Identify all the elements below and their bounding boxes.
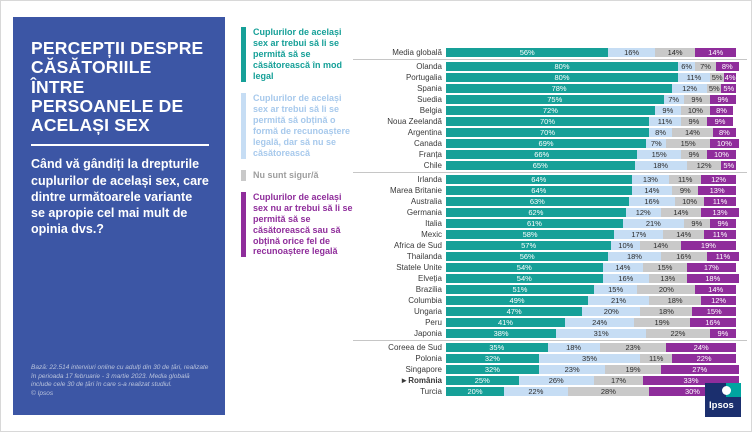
country-label: Elveția	[417, 274, 442, 283]
country-label: Turcia	[420, 387, 442, 396]
bar-segment-recognition: 12%	[626, 208, 661, 217]
bar-segment-marry: 64%	[446, 175, 632, 184]
bar-segment-against: 9%	[710, 329, 736, 338]
bar-segment-against: 12%	[701, 175, 736, 184]
stacked-bar-chart	[353, 47, 747, 397]
bar-segment-recognition: 10%	[611, 241, 640, 250]
bar-segment-notsure: 18%	[640, 307, 692, 316]
legend-label-notsure: Nu sunt sigur/ă	[253, 169, 319, 180]
chart-row	[353, 240, 747, 251]
bar-segment-against: 9%	[710, 219, 736, 228]
legend-swatch-notsure	[241, 170, 246, 181]
chart-row	[353, 375, 747, 386]
bar-segment-against: 24%	[666, 343, 736, 352]
bar-segment-marry: 69%	[446, 139, 646, 148]
bar-segment-recognition: 31%	[556, 329, 646, 338]
country-label: Australia	[410, 197, 442, 206]
bar-segment-marry: 78%	[446, 84, 672, 93]
bar-segment-against: 8%	[713, 128, 736, 137]
bar-segment-against: 17%	[687, 263, 736, 272]
bar-segment-marry: 47%	[446, 307, 582, 316]
bar-segment-recognition: 8%	[649, 128, 672, 137]
bar-segment-recognition: 11%	[649, 117, 681, 126]
country-label: Irlanda	[417, 175, 442, 184]
bar-segment-notsure: 15%	[643, 263, 687, 272]
bar-segment-against: 14%	[695, 48, 736, 57]
bar-segment-notsure: 10%	[681, 106, 710, 115]
bar-stack	[446, 150, 736, 159]
bar-stack	[446, 376, 739, 385]
bar-segment-recognition: 14%	[632, 186, 673, 195]
group-separator	[353, 172, 747, 173]
legend-swatch-against	[241, 192, 246, 258]
country-label: Mexic	[421, 230, 442, 239]
bar-segment-marry: 56%	[446, 48, 608, 57]
ipsos-logo-text: Ipsos	[709, 400, 734, 411]
footnote-base: Bază: 22.514 interviuri online cu adulți din 30 de țări, realizate în perioada 17 februarie - 3 martie 2023. Media globală include cele 30 de țări în care s-a realizat studiul.	[31, 363, 209, 389]
bar-segment-notsure: 15%	[666, 139, 710, 148]
country-label: Belgia	[419, 106, 442, 115]
country-label: Coreea de Sud	[388, 343, 442, 352]
bar-segment-marry: 25%	[446, 376, 519, 385]
bar-stack	[446, 387, 736, 396]
group-separator	[353, 59, 747, 60]
chart-row	[353, 94, 747, 105]
chart-row	[353, 185, 747, 196]
bar-segment-against: 27%	[661, 365, 739, 374]
bar-stack	[446, 197, 736, 206]
bar-segment-recognition: 16%	[603, 274, 649, 283]
bar-segment-against: 33%	[643, 376, 739, 385]
bar-segment-recognition: 12%	[672, 84, 707, 93]
bar-stack	[446, 128, 736, 137]
country-label: Portugalia	[405, 73, 442, 82]
bar-stack	[446, 365, 739, 374]
group-separator	[353, 340, 747, 341]
bar-segment-marry: 62%	[446, 208, 626, 217]
bar-segment-recognition: 15%	[637, 150, 681, 159]
bar-segment-recognition: 16%	[629, 197, 675, 206]
bar-stack	[446, 62, 739, 71]
bar-segment-notsure: 5%	[711, 73, 723, 82]
country-label: ►România	[400, 376, 442, 385]
chart-row	[353, 127, 747, 138]
legend-swatch-marry	[241, 27, 246, 82]
bar-stack	[446, 175, 736, 184]
bar-segment-marry: 70%	[446, 128, 649, 137]
bar-segment-against: 12%	[701, 296, 736, 305]
bar-segment-notsure: 28%	[568, 387, 649, 396]
ipsos-logo	[705, 383, 741, 417]
country-label: Noua Zeelandă	[387, 117, 442, 126]
bar-segment-notsure: 18%	[649, 296, 701, 305]
bar-stack	[446, 219, 736, 228]
chart-row	[353, 83, 747, 94]
country-label: Chile	[423, 161, 442, 170]
bar-segment-marry: 49%	[446, 296, 588, 305]
bar-segment-recognition: 35%	[539, 354, 641, 363]
country-label: Singapore	[405, 365, 442, 374]
bar-stack	[446, 318, 736, 327]
legend-item-recognition	[241, 93, 355, 159]
bar-segment-against: 18%	[687, 274, 739, 283]
legend	[241, 27, 355, 268]
bar-segment-notsure: 16%	[661, 252, 707, 261]
bar-segment-notsure: 17%	[594, 376, 643, 385]
bar-segment-notsure: 14%	[661, 208, 702, 217]
bar-segment-against: 9%	[707, 117, 733, 126]
bar-segment-recognition: 7%	[646, 139, 666, 148]
bar-stack	[446, 161, 736, 170]
legend-label-recognition: Cuplurilor de același sex ar trebui să li se permită să obțină o formă de recunoaștere legală, dar să nu se căsătorească	[253, 92, 351, 158]
bar-stack	[446, 48, 736, 57]
bar-segment-recognition: 13%	[632, 175, 670, 184]
bar-segment-marry: 72%	[446, 106, 655, 115]
chart-row	[353, 61, 747, 72]
bar-segment-notsure: 7%	[695, 62, 715, 71]
country-label: Marea Britanie	[389, 186, 442, 195]
footnote-copyright: © Ipsos	[31, 390, 54, 398]
country-label: Statele Unite	[396, 263, 442, 272]
bar-stack	[446, 208, 739, 217]
bar-segment-against: 13%	[701, 208, 739, 217]
bar-stack	[446, 117, 733, 126]
bar-segment-recognition: 11%	[678, 73, 710, 82]
bar-segment-against: 30%	[649, 387, 736, 396]
country-label: Spania	[417, 84, 442, 93]
chart-row	[353, 229, 747, 240]
bar-segment-marry: 54%	[446, 263, 603, 272]
title-divider	[31, 144, 209, 146]
bar-segment-marry: 58%	[446, 230, 614, 239]
bar-stack	[446, 84, 736, 93]
bar-segment-recognition: 7%	[664, 95, 684, 104]
bar-segment-recognition: 9%	[655, 106, 681, 115]
chart-row	[353, 262, 747, 273]
chart-row	[353, 317, 747, 328]
bar-segment-against: 4%	[724, 73, 736, 82]
chart-row	[353, 174, 747, 185]
bar-segment-recognition: 22%	[504, 387, 568, 396]
bar-segment-notsure: 5%	[708, 84, 720, 93]
bar-segment-against: 5%	[723, 161, 735, 170]
bar-segment-against: 11%	[704, 230, 736, 239]
bar-segment-against: 14%	[695, 285, 736, 294]
bar-segment-notsure: 23%	[600, 343, 667, 352]
legend-item-notsure	[241, 170, 355, 181]
bar-segment-marry: 75%	[446, 95, 664, 104]
bar-segment-recognition: 23%	[539, 365, 606, 374]
bar-segment-marry: 61%	[446, 219, 623, 228]
bar-segment-marry: 32%	[446, 354, 539, 363]
chart-row	[353, 207, 747, 218]
chart-row	[353, 138, 747, 149]
bar-segment-marry: 66%	[446, 150, 637, 159]
chart-row	[353, 116, 747, 127]
country-label: Peru	[425, 318, 442, 327]
bar-stack	[446, 329, 736, 338]
chart-row	[353, 218, 747, 229]
chart-row	[353, 196, 747, 207]
bar-segment-marry: 20%	[446, 387, 504, 396]
chart-row	[353, 105, 747, 116]
bar-segment-recognition: 16%	[608, 48, 654, 57]
bar-segment-against: 10%	[710, 139, 739, 148]
chart-row	[353, 160, 747, 171]
bar-stack	[446, 252, 739, 261]
footnote	[31, 364, 211, 399]
bar-segment-against: 8%	[716, 62, 739, 71]
chart-row	[353, 284, 747, 295]
bar-stack	[446, 307, 736, 316]
bar-segment-notsure: 13%	[649, 274, 687, 283]
chart-row	[353, 328, 747, 339]
bar-segment-notsure: 11%	[640, 354, 672, 363]
bar-segment-recognition: 18%	[635, 161, 687, 170]
chart-row	[353, 47, 747, 58]
bar-segment-against: 22%	[672, 354, 736, 363]
bar-segment-recognition: 21%	[588, 296, 649, 305]
bar-stack	[446, 186, 736, 195]
bar-segment-marry: 56%	[446, 252, 608, 261]
chart-row	[353, 353, 747, 364]
chart-row	[353, 273, 747, 284]
title-panel	[13, 17, 225, 415]
bar-segment-marry: 70%	[446, 117, 649, 126]
bar-segment-notsure: 9%	[672, 186, 698, 195]
bar-segment-recognition: 21%	[623, 219, 684, 228]
country-label: Argentina	[407, 128, 442, 137]
country-label: Brazilia	[415, 285, 442, 294]
bar-segment-recognition: 18%	[548, 343, 600, 352]
bar-segment-notsure: 19%	[605, 365, 660, 374]
chart-row	[353, 251, 747, 262]
legend-item-marry	[241, 27, 355, 82]
country-label: Africa de Sud	[393, 241, 442, 250]
bar-segment-marry: 57%	[446, 241, 611, 250]
ipsos-logo-circle-icon	[722, 386, 731, 395]
bar-stack	[446, 139, 739, 148]
bar-segment-against: 19%	[681, 241, 736, 250]
bar-segment-notsure: 9%	[681, 150, 707, 159]
bar-segment-marry: 63%	[446, 197, 629, 206]
country-label: Suedia	[417, 95, 442, 104]
bar-stack	[446, 296, 736, 305]
chart-row	[353, 342, 747, 353]
bar-segment-marry: 65%	[446, 161, 635, 170]
bar-segment-notsure: 14%	[640, 241, 681, 250]
bar-stack	[446, 354, 736, 363]
bar-segment-recognition: 6%	[678, 62, 695, 71]
bar-segment-against: 8%	[710, 106, 733, 115]
legend-label-marry: Cuplurilor de același sex ar trebui să li se permită să se căsătorească în mod legal	[253, 27, 343, 81]
chart-row	[353, 306, 747, 317]
bar-segment-marry: 80%	[446, 62, 678, 71]
bar-segment-against: 11%	[704, 197, 736, 206]
country-label: Italia	[425, 219, 442, 228]
bar-segment-recognition: 18%	[608, 252, 660, 261]
country-label: Ungaria	[413, 307, 442, 316]
bar-stack	[446, 263, 736, 272]
chart-row	[353, 72, 747, 83]
bar-segment-notsure: 10%	[675, 197, 704, 206]
bar-segment-marry: 32%	[446, 365, 539, 374]
bar-segment-recognition: 20%	[582, 307, 640, 316]
bar-stack	[446, 230, 736, 239]
legend-label-against: Cuplurilor de același sex nu ar trebui să li se permită să se căsătorească sau să obțină orice fel de recunoaștere legală	[253, 191, 353, 257]
bar-segment-marry: 41%	[446, 318, 565, 327]
bar-segment-notsure: 9%	[684, 219, 710, 228]
bar-segment-notsure: 9%	[684, 95, 710, 104]
bar-segment-marry: 54%	[446, 274, 603, 283]
bar-stack	[446, 285, 736, 294]
bar-segment-marry: 80%	[446, 73, 678, 82]
chart-row	[353, 295, 747, 306]
bar-segment-notsure: 11%	[669, 175, 701, 184]
bar-segment-recognition: 26%	[519, 376, 594, 385]
bar-segment-against: 13%	[698, 186, 736, 195]
bar-segment-against: 16%	[690, 318, 736, 327]
country-label: Japonia	[413, 329, 442, 338]
bar-segment-against: 11%	[707, 252, 739, 261]
bar-stack	[446, 95, 736, 104]
chart-row	[353, 149, 747, 160]
bar-segment-against: 15%	[692, 307, 736, 316]
country-label: Polonia	[415, 354, 442, 363]
country-label: Franța	[418, 150, 442, 159]
bar-segment-marry: 64%	[446, 186, 632, 195]
bar-segment-recognition: 17%	[614, 230, 663, 239]
bar-segment-marry: 35%	[446, 343, 548, 352]
bar-segment-against: 10%	[707, 150, 736, 159]
bar-segment-against: 5%	[723, 84, 735, 93]
chart-row	[353, 386, 747, 397]
bar-segment-notsure: 9%	[681, 117, 707, 126]
country-label: Canada	[413, 139, 442, 148]
bar-stack	[446, 73, 736, 82]
bar-segment-recognition: 14%	[603, 263, 644, 272]
country-label: Media globală	[392, 48, 442, 57]
bar-segment-marry: 51%	[446, 285, 594, 294]
bar-segment-notsure: 19%	[634, 318, 689, 327]
bar-segment-notsure: 20%	[637, 285, 695, 294]
bar-stack	[446, 274, 739, 283]
country-label: Thailanda	[406, 252, 442, 261]
bar-segment-marry: 38%	[446, 329, 556, 338]
legend-swatch-recognition	[241, 93, 246, 159]
bar-stack	[446, 106, 733, 115]
bar-stack	[446, 241, 736, 250]
country-label: Columbia	[408, 296, 442, 305]
bar-segment-recognition: 24%	[565, 318, 635, 327]
bar-segment-notsure: 14%	[672, 128, 713, 137]
survey-question: Când vă gândiți la drepturile cuplurilor de același sex, care dintre următoarele variante se apropie cel mai mult de opinia dvs.?	[31, 157, 209, 237]
country-label: Olanda	[416, 62, 442, 71]
bar-segment-recognition: 15%	[594, 285, 638, 294]
bar-segment-notsure: 14%	[663, 230, 704, 239]
bar-segment-notsure: 22%	[646, 329, 710, 338]
chart-row	[353, 364, 747, 375]
page-title: PERCEPȚII DESPRE CĂSĂTORIILE ÎNTRE PERSOANELE DE ACELAȘI SEX	[31, 38, 204, 135]
bar-segment-notsure: 12%	[687, 161, 722, 170]
legend-item-against	[241, 192, 355, 258]
bar-segment-against: 9%	[710, 95, 736, 104]
bar-segment-notsure: 14%	[655, 48, 696, 57]
bar-stack	[446, 343, 736, 352]
country-label: Germania	[406, 208, 442, 217]
